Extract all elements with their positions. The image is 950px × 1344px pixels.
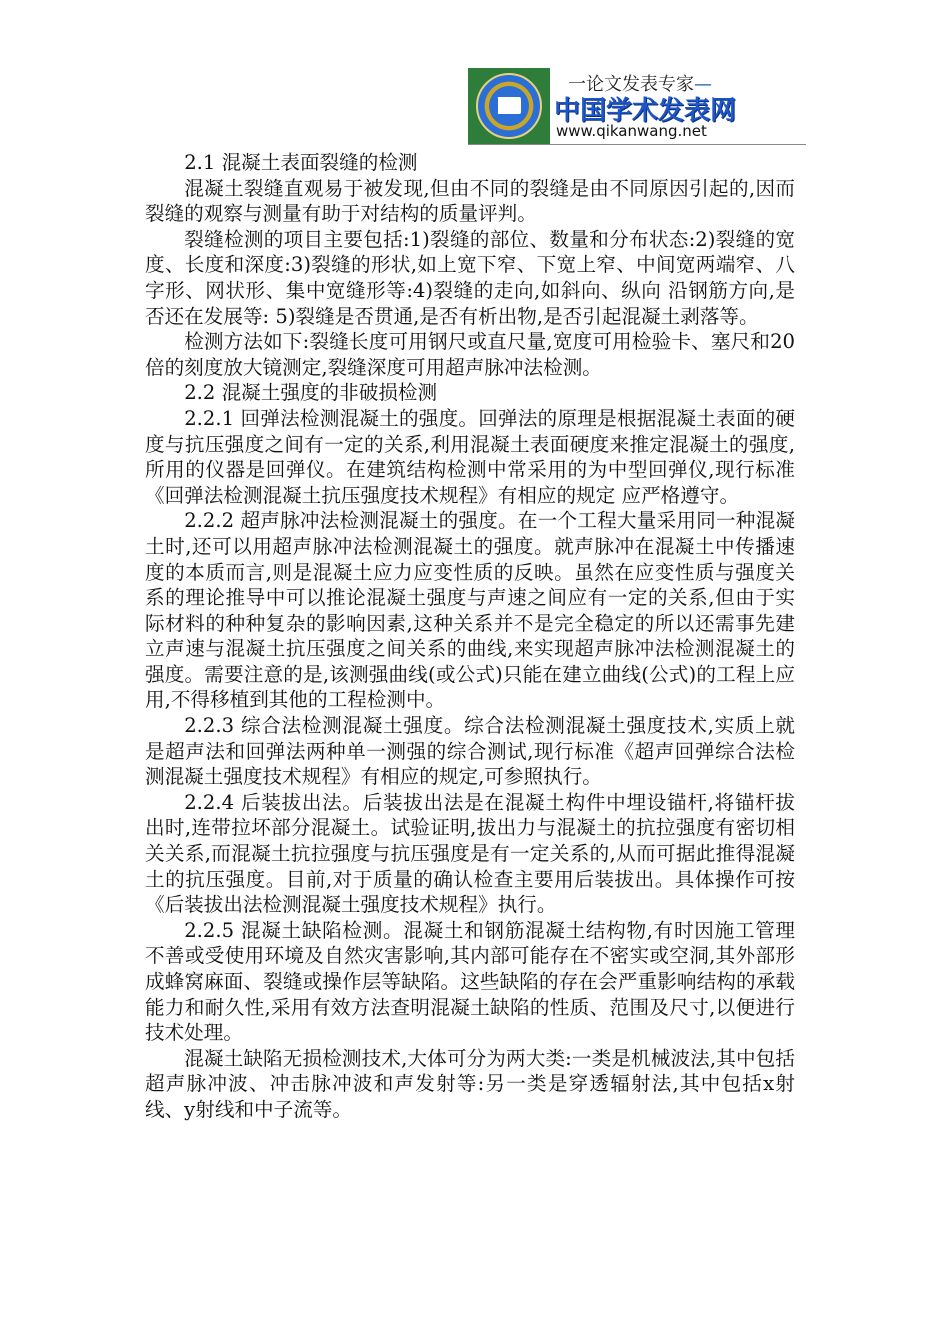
paragraph: 2.2.4 后装拔出法。后装拔出法是在混凝土构件中埋设锚杆,将锚杆拔出时,连带拉坏部分混凝土。试验证明,拔出力与混凝土的抗拉强度有密切相关关系,而混凝土抗拉强度与抗压强度是有一定关系的,从而可据此推得混凝土的抗压强度。目前,对于质量的确认检查主要用后装拔出。具体操作可按《后装拔出法检测混凝土强度技术规程》执行。 bbox=[145, 790, 795, 917]
arrow-icon: — bbox=[694, 74, 712, 95]
paragraph: 2.2.5 混凝土缺陷检测。混凝土和钢筋混凝土结构物,有时因施工管理不善或受使用环境及自然灾害影响,其内部可能存在不密实或空洞,其外部形成蜂窝麻面、裂缝或操作层等缺陷。这些缺陷的存在会严重影响结构的承载能力和耐久性,采用有效方法查明混凝土缺陷的性质、范围及尺寸,以便进行技术处理。 bbox=[145, 918, 795, 1045]
paragraph: 混凝土缺陷无损检测技术,大体可分为两大类:一类是机械波法,其中包括超声脉冲波、冲击脉冲波和声发射等:另一类是穿透辐射法,其中包括x射线、y射线和中子流等。 bbox=[145, 1046, 795, 1121]
logo-text-block bbox=[554, 68, 804, 144]
paragraph: 2.2.2 超声脉冲法检测混凝土的强度。在一个工程大量采用同一种混凝土时,还可以用超声脉冲法检测混凝土的强度。就声脉冲在混凝土中传播速度的本质而言,则是混凝土应力应变性质的反映。虽然在应变性质与强度关系的理论推导中可以推论混凝土强度与声速之间应有一定的关系,但由于实际材料的种种复杂的影响因素,这种关系并不是完全稳定的所以还需事先建立声速与混凝土抗压强度之间关系的曲线,来实现超声脉冲法检测混凝土的强度。需要注意的是,该测强曲线(或公式)只能在建立曲线(公式)的工程上应用,不得移植到其他的工程检测中。 bbox=[145, 509, 795, 712]
globe-emblem-icon bbox=[476, 73, 542, 139]
paragraph: 混凝土裂缝直观易于被发现,但由不同的裂缝是由不同原因引起的,因而裂缝的观察与测量有助于对结构的质量评判。 bbox=[145, 176, 795, 226]
paragraph: 2.2.1 回弹法检测混凝土的强度。回弹法的原理是根据混凝土表面的硬度与抗压强度之间有一定的关系,利用混凝土表面硬度来推定混凝土的强度,所用的仪器是回弹仪。在建筑结构检测中常采用的为中型回弹仪,现行标准《回弹法检测混凝土抗压强度技术规程》有相应的规定 应严格遵守。 bbox=[145, 406, 795, 507]
paragraph: 检测方法如下:裂缝长度可用钢尺或直尺量,宽度可用检验卡、塞尺和20倍的刻度放大镜测定,裂缝深度可用超声脉冲法检测。 bbox=[145, 330, 795, 379]
section-heading-2-2: 2.2 混凝土强度的非破损检测 bbox=[184, 381, 438, 405]
logo-url: www.qikanwang.net bbox=[556, 122, 707, 140]
logo-slogan: 一论文发表专家— bbox=[568, 74, 712, 95]
logo-brand-name: 中国学术发表网 bbox=[554, 96, 737, 126]
book-icon bbox=[497, 97, 521, 114]
site-logo-banner bbox=[468, 68, 806, 145]
section-heading-2-1: 2.1 混凝土表面裂缝的检测 bbox=[184, 151, 418, 174]
document-body bbox=[145, 150, 795, 1123]
seal-logo-icon bbox=[468, 68, 550, 144]
paragraph: 2.2.3 综合法检测混凝土强度。综合法检测混凝土强度技术,实质上就是超声法和回弹法两种单一测强的综合测试,现行标准《超声回弹综合法检测混凝土强度技术规程》有相应的规定,可参照执行。 bbox=[145, 714, 795, 789]
paragraph: 裂缝检测的项目主要包括:1)裂缝的部位、数量和分布状态:2)裂缝的宽度、长度和深度:3)裂缝的形状,如上宽下窄、下宽上窄、中间宽两端窄、八字形、网状形、集中宽缝形等:4)裂缝的走向,如斜向、纵向 沿钢筋方向,是否还在发展等: 5)裂缝是否贯通,是否有析出物,是否引起混凝土剥落等。 bbox=[145, 227, 795, 328]
